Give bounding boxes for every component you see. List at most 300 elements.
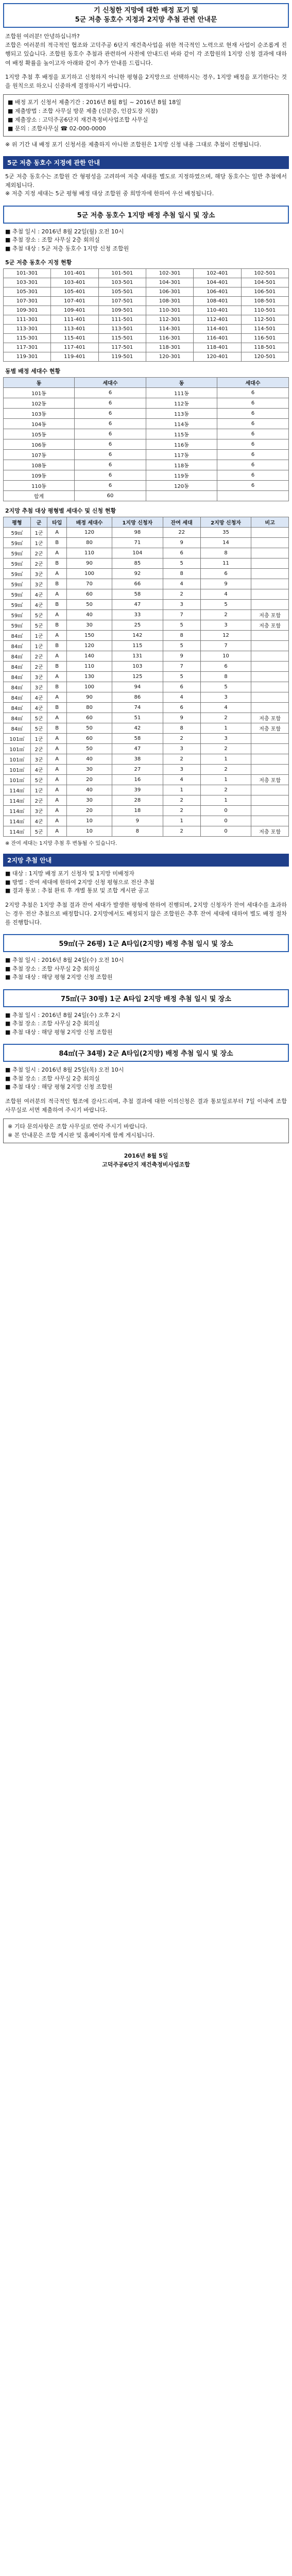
table-row xyxy=(4,569,289,579)
table-cell: 101㎡ xyxy=(4,744,31,754)
unit-cell: 115-301 xyxy=(4,334,51,343)
column-header: 잔여 세대 xyxy=(163,517,200,528)
table-cell: 4 xyxy=(163,692,200,703)
table-cell: A xyxy=(47,744,67,754)
table-cell: 4군 xyxy=(30,703,47,713)
table-cell: B xyxy=(47,662,67,672)
table-cell: 3군 xyxy=(30,682,47,692)
unit-cell: 111-501 xyxy=(98,315,146,325)
table-cell xyxy=(251,816,289,826)
table-cell: 3군 xyxy=(30,672,47,682)
table-cell: 2 xyxy=(163,806,200,816)
unit-cell: 101-401 xyxy=(51,269,98,278)
table-cell: 3 xyxy=(163,744,200,754)
table-cell: 104동 xyxy=(4,419,75,429)
table-cell: 9 xyxy=(200,579,251,589)
table-cell: 5 xyxy=(163,641,200,651)
table-cell: A xyxy=(47,692,67,703)
table-cell: 6 xyxy=(75,460,146,470)
section-second-choice: 2지망 추첨 안내 xyxy=(3,854,289,867)
low-floor-draw-banner: 5군 저층 동호수 1지망 배정 추첨 일시 및 장소 xyxy=(3,206,289,224)
column-header: 세대수 xyxy=(217,378,289,388)
table-cell: 5군 xyxy=(30,723,47,734)
table-row xyxy=(4,548,289,558)
table-cell: 0 xyxy=(200,826,251,837)
table-cell: 6 xyxy=(75,409,146,419)
intro-paragraph-1: 조합은 여러분의 적극적인 협조와 고덕주공 6단지 재건축사업을 위한 적극적인 노력으로 현재 사업이 순조롭게 진행되고 있습니다. 조합원 동호수 추첨과 관련하여 사전에 안내드린 바와 같이 각 조합원의 1지망 신청 결과에 대하여 배정 확률을 높이고자 아래와 같이 추가 안내를 드립니다. xyxy=(5,42,287,66)
table-cell: 3 xyxy=(200,692,251,703)
draw-75-item: ■ 추첨 장소 : 조합 사무실 2층 회의실 xyxy=(5,1020,100,1027)
table-row xyxy=(4,672,289,682)
table-cell xyxy=(251,548,289,558)
table-cell: A xyxy=(47,651,67,662)
table-cell xyxy=(251,600,289,610)
table-row xyxy=(4,816,289,826)
table-cell: 11 xyxy=(200,558,251,569)
table-cell: 39 xyxy=(112,785,163,795)
table-row xyxy=(4,450,289,460)
table-cell: 14 xyxy=(200,538,251,548)
draw-59-item: ■ 추첨 일시 : 2016년 8월 24일(수) 오전 10시 xyxy=(5,957,124,964)
table-row xyxy=(4,744,289,754)
draw-59-item: ■ 추첨 대상 : 해당 평형 2지망 신청 조합원 xyxy=(5,974,113,981)
table-cell: 103 xyxy=(112,662,163,672)
table-cell: 42 xyxy=(112,723,163,734)
table-cell: 저층 포함 xyxy=(251,713,289,723)
table-cell: 3 xyxy=(163,765,200,775)
unit-cell: 115-401 xyxy=(51,334,98,343)
table-cell: 3군 xyxy=(30,579,47,589)
table-cell: 5 xyxy=(163,558,200,569)
table-cell: 4군 xyxy=(30,765,47,775)
table-cell: B xyxy=(47,703,67,713)
table-cell: B xyxy=(47,682,67,692)
unit-cell: 107-301 xyxy=(4,297,51,306)
table-cell: 50 xyxy=(67,600,112,610)
low-units-title: 5군 저층 동호수 지정 현황 xyxy=(5,259,72,266)
submission-contact: ■ 문의 : 조합사무실 ☎ 02-000-0000 xyxy=(8,125,106,132)
table-cell: 30 xyxy=(67,765,112,775)
table-cell: 2 xyxy=(200,713,251,723)
table-row xyxy=(4,398,289,409)
table-cell: 7 xyxy=(163,610,200,620)
table-cell: 저층 포함 xyxy=(251,826,289,837)
table-cell: 4 xyxy=(200,589,251,600)
table-cell: 4 xyxy=(163,579,200,589)
table-cell: 114동 xyxy=(146,419,217,429)
unit-cell: 107-501 xyxy=(98,297,146,306)
table-cell: 100 xyxy=(67,682,112,692)
table-cell: 5 xyxy=(200,682,251,692)
unit-cell: 101-501 xyxy=(98,269,146,278)
table-cell: 7 xyxy=(200,641,251,651)
table-cell: 59㎡ xyxy=(4,600,31,610)
submission-place: ■ 제출장소 : 고덕주공6단지 재건축정비사업조합 사무실 xyxy=(8,116,148,123)
table-cell: 6 xyxy=(163,548,200,558)
table-cell: 84㎡ xyxy=(4,703,31,713)
table-cell: B xyxy=(47,538,67,548)
title-line-2: 5군 저층 동호수 지정과 2지망 추첨 관련 안내문 xyxy=(75,16,217,24)
second-choice-paragraph: 2지망 추첨은 1지망 추첨 결과 잔여 세대가 발생한 평형에 한하여 진행되며, 2지망 신청자가 잔여 세대수를 초과하는 경우 전산 추첨으로 배정합니다. 2지망에서도 배정되지 않은 조합원은 추후 잔여 세대에 대하여 별도 배정 절차를 진행합니다. xyxy=(5,901,287,926)
table-cell: 80 xyxy=(67,703,112,713)
unit-cell: 103-501 xyxy=(98,278,146,287)
table-cell: 60 xyxy=(67,589,112,600)
unit-cell: 102-401 xyxy=(194,269,241,278)
column-header: 동 xyxy=(146,378,217,388)
unit-cell: 105-301 xyxy=(4,287,51,297)
table-cell: 8 xyxy=(200,672,251,682)
draw-banner-84: 84㎡(구 34평) 2군 A타입(2지망) 배정 추첨 일시 및 장소 xyxy=(3,1044,289,1062)
table-cell: 84㎡ xyxy=(4,641,31,651)
draw-banner-59: 59㎡(구 26평) 1군 A타입(2지망) 배정 추첨 일시 및 장소 xyxy=(3,934,289,952)
table-cell: 101㎡ xyxy=(4,765,31,775)
table-cell: 85 xyxy=(112,558,163,569)
table-cell: 101㎡ xyxy=(4,754,31,765)
table-cell: 8 xyxy=(163,631,200,641)
table-cell: 저층 포함 xyxy=(251,723,289,734)
unit-cell: 117-301 xyxy=(4,343,51,352)
table-cell: 66 xyxy=(112,579,163,589)
table-cell: 6 xyxy=(217,388,289,398)
table-cell xyxy=(251,765,289,775)
draw-75-item: ■ 추첨 일시 : 2016년 8월 24일(수) 오후 2시 xyxy=(5,1011,121,1019)
table-cell: 105동 xyxy=(4,429,75,439)
table-cell: 40 xyxy=(67,785,112,795)
table-cell xyxy=(251,734,289,744)
table-cell: 84㎡ xyxy=(4,682,31,692)
table-cell: 111동 xyxy=(146,388,217,398)
unit-cell: 111-301 xyxy=(4,315,51,325)
submission-info-box xyxy=(3,94,289,137)
submission-period: ■ 배정 포기 신청서 제출기간 : 2016년 8월 8일 ~ 2016년 8월 18일 xyxy=(8,98,181,106)
table-cell xyxy=(251,558,289,569)
unit-cell: 114-401 xyxy=(194,325,241,334)
table-row xyxy=(4,558,289,569)
table-row xyxy=(4,343,289,352)
table-cell: 58 xyxy=(112,734,163,744)
table-cell: 1군 xyxy=(30,785,47,795)
table-cell: 71 xyxy=(112,538,163,548)
table-row xyxy=(4,388,289,398)
table-cell: 100 xyxy=(67,569,112,579)
table-cell xyxy=(251,528,289,538)
table-cell: 101동 xyxy=(4,388,75,398)
unit-cell: 117-401 xyxy=(51,343,98,352)
table-cell xyxy=(251,631,289,641)
table-cell xyxy=(251,744,289,754)
unit-cell: 120-401 xyxy=(194,352,241,362)
table-cell: 6 xyxy=(75,439,146,450)
table-row xyxy=(4,470,289,481)
table-cell: 6 xyxy=(217,460,289,470)
table-cell: 118동 xyxy=(146,460,217,470)
table-cell: 22 xyxy=(163,528,200,538)
unit-cell: 114-301 xyxy=(146,325,193,334)
table-cell xyxy=(251,795,289,806)
table-cell: 58 xyxy=(112,589,163,600)
table-cell: 6 xyxy=(163,682,200,692)
table-cell: B xyxy=(47,723,67,734)
notice-page xyxy=(3,0,289,1173)
main-table-title: 2지망 추첨 대상 평형별 세대수 및 신청 현황 xyxy=(5,507,116,515)
greeting: 조합원 여러분! 안녕하십니까? xyxy=(5,33,80,40)
unit-cell: 102-301 xyxy=(146,269,193,278)
table-cell: 116동 xyxy=(146,439,217,450)
table-cell xyxy=(251,806,289,816)
table-cell: A xyxy=(47,826,67,837)
table-cell: 60 xyxy=(67,713,112,723)
final-info-box xyxy=(3,1118,289,1143)
table-cell: 7 xyxy=(163,662,200,672)
table-cell: 2 xyxy=(200,765,251,775)
table-cell: A xyxy=(47,785,67,795)
table-cell: 84㎡ xyxy=(4,672,31,682)
table-cell: A xyxy=(47,589,67,600)
table-cell: 110동 xyxy=(4,481,75,491)
notice-title xyxy=(3,3,289,28)
table-cell: 119동 xyxy=(146,470,217,481)
table-cell: 84㎡ xyxy=(4,713,31,723)
table-cell: 2군 xyxy=(30,548,47,558)
table-cell: 저층 포함 xyxy=(251,620,289,631)
footer xyxy=(3,1151,289,1170)
table-cell: A xyxy=(47,548,67,558)
table-cell xyxy=(251,589,289,600)
table-cell: 3 xyxy=(200,734,251,744)
table-row xyxy=(4,419,289,429)
table-cell: 20 xyxy=(67,775,112,785)
table-cell: 94 xyxy=(112,682,163,692)
unit-cell: 110-501 xyxy=(241,306,288,315)
column-header: 비고 xyxy=(251,517,289,528)
table-cell xyxy=(251,538,289,548)
table-cell: 115 xyxy=(112,641,163,651)
table-cell: 59㎡ xyxy=(4,610,31,620)
table-cell: 27 xyxy=(112,765,163,775)
table-cell: 저층 포함 xyxy=(251,610,289,620)
column-header: 평형 xyxy=(4,517,31,528)
footer-org: 고덕주공6단지 재건축정비사업조합 xyxy=(102,1161,190,1168)
table-cell xyxy=(251,569,289,579)
low-floor-paragraph-1: 5군 저층 동호수는 조합원 간 형평성을 고려하여 저층 세대를 별도로 지정하였으며, 해당 동호수는 일반 추첨에서 제외됩니다. xyxy=(5,173,287,189)
table-cell xyxy=(251,579,289,589)
table-cell: 6 xyxy=(217,398,289,409)
unit-cell: 120-501 xyxy=(241,352,288,362)
table-row xyxy=(4,579,289,589)
unit-cell: 113-401 xyxy=(51,325,98,334)
table-cell: 6 xyxy=(217,450,289,460)
table-cell: 6 xyxy=(75,429,146,439)
table-cell: 60 xyxy=(67,734,112,744)
second-choice-item: ■ 방법 : 잔여 세대에 한하여 2지망 신청 평형으로 전산 추첨 xyxy=(5,878,154,886)
table-cell: 3군 xyxy=(30,806,47,816)
table-cell: 80 xyxy=(67,538,112,548)
table-row xyxy=(4,754,289,765)
table-cell: 108동 xyxy=(4,460,75,470)
second-choice-item: ■ 결과 통보 : 추첨 완료 후 개별 통보 및 조합 게시판 공고 xyxy=(5,887,149,894)
unit-cell: 104-501 xyxy=(241,278,288,287)
table-cell: A xyxy=(47,610,67,620)
table-cell: 114㎡ xyxy=(4,816,31,826)
table-cell: 59㎡ xyxy=(4,558,31,569)
unit-cell: 105-401 xyxy=(51,287,98,297)
table-cell xyxy=(251,662,289,672)
column-header: 2지망 신청자 xyxy=(200,517,251,528)
unit-cell: 104-401 xyxy=(194,278,241,287)
table-cell: 3 xyxy=(200,620,251,631)
table-cell: 84㎡ xyxy=(4,723,31,734)
table-cell: 10 xyxy=(67,816,112,826)
table-cell: 4군 xyxy=(30,816,47,826)
unit-cell: 112-301 xyxy=(146,315,193,325)
table-row xyxy=(4,306,289,315)
table-cell: 20 xyxy=(67,806,112,816)
table-cell: 6 xyxy=(217,481,289,491)
unit-cell: 113-501 xyxy=(98,325,146,334)
table-cell: 86 xyxy=(112,692,163,703)
table-cell: B xyxy=(47,579,67,589)
draw-84-item: ■ 추첨 일시 : 2016년 8월 25일(목) 오전 10시 xyxy=(5,1066,124,1074)
table-cell: 51 xyxy=(112,713,163,723)
table-cell: 5군 xyxy=(30,826,47,837)
table-cell: 104 xyxy=(112,548,163,558)
table-row xyxy=(4,269,289,278)
table-cell: 6 xyxy=(217,419,289,429)
table-cell: 150 xyxy=(67,631,112,641)
table-row xyxy=(4,826,289,837)
table-cell: 2군 xyxy=(30,795,47,806)
table-cell: 1군 xyxy=(30,528,47,538)
table-cell: 112동 xyxy=(146,398,217,409)
table-row xyxy=(4,600,289,610)
table-cell: 120동 xyxy=(146,481,217,491)
table-cell: B xyxy=(47,558,67,569)
table-cell: 109동 xyxy=(4,470,75,481)
second-choice-item: ■ 대상 : 1지망 배정 포기 신청자 및 1지망 미배정자 xyxy=(5,870,134,877)
table-cell: 1군 xyxy=(30,538,47,548)
table-cell xyxy=(251,692,289,703)
table-row xyxy=(4,775,289,785)
table-cell: 59㎡ xyxy=(4,620,31,631)
submission-method: ■ 제출방법 : 조합 사무실 방문 제출 (신분증, 인감도장 지참) xyxy=(8,107,158,114)
table-cell: 84㎡ xyxy=(4,692,31,703)
table-cell: 4 xyxy=(163,775,200,785)
table-row xyxy=(4,460,289,470)
unit-cell: 117-501 xyxy=(98,343,146,352)
table-cell: 102동 xyxy=(4,398,75,409)
unit-cell: 103-301 xyxy=(4,278,51,287)
table-cell: 2 xyxy=(163,826,200,837)
low-floor-draw-item: ■ 추첨 장소 : 조합 사무실 2층 회의실 xyxy=(5,236,100,244)
table-cell: 25 xyxy=(112,620,163,631)
table-cell: 40 xyxy=(67,610,112,620)
table-cell: 4 xyxy=(200,703,251,713)
table-cell: 5 xyxy=(200,600,251,610)
table-cell: 10 xyxy=(67,826,112,837)
table-cell: A xyxy=(47,754,67,765)
table-cell: 1 xyxy=(200,795,251,806)
draw-84-item: ■ 추첨 장소 : 조합 사무실 2층 회의실 xyxy=(5,1075,100,1082)
table-cell: 1 xyxy=(200,754,251,765)
table-cell: 92 xyxy=(112,569,163,579)
table-cell: 30 xyxy=(67,620,112,631)
table-cell: 6 xyxy=(75,470,146,481)
notice-1: ※ 위 기간 내 배정 포기 신청서를 제출하지 아니한 조합원은 1지망 신청 내용 그대로 추첨이 진행됩니다. xyxy=(5,141,262,148)
unit-cell: 116-301 xyxy=(146,334,193,343)
table-cell: 2군 xyxy=(30,662,47,672)
table-cell: A xyxy=(47,734,67,744)
unit-cell: 114-501 xyxy=(241,325,288,334)
table-cell: 125 xyxy=(112,672,163,682)
table-row xyxy=(4,352,289,362)
table-cell: 10 xyxy=(200,651,251,662)
unit-cell: 115-501 xyxy=(98,334,146,343)
unit-cell: 105-501 xyxy=(98,287,146,297)
table-row xyxy=(4,278,289,287)
column-header: 1지망 신청자 xyxy=(112,517,163,528)
table-cell: 2 xyxy=(163,734,200,744)
table-cell: 2 xyxy=(163,589,200,600)
table-row xyxy=(4,409,289,419)
table-cell: 2군 xyxy=(30,558,47,569)
table-cell: 114㎡ xyxy=(4,806,31,816)
section-low-floor: 5군 저층 동호수 지정에 관한 안내 xyxy=(3,156,289,169)
table-cell xyxy=(251,641,289,651)
table-cell: 8 xyxy=(163,569,200,579)
unit-cell: 109-401 xyxy=(51,306,98,315)
table-cell: A xyxy=(47,765,67,775)
table-cell xyxy=(251,651,289,662)
table-cell: 59㎡ xyxy=(4,548,31,558)
column-header: 세대수 xyxy=(75,378,146,388)
table-row xyxy=(4,491,289,501)
table-cell: 6 xyxy=(75,481,146,491)
table-row xyxy=(4,795,289,806)
table-cell: 47 xyxy=(112,744,163,754)
table-cell: 6 xyxy=(75,450,146,460)
table-cell: 5군 xyxy=(30,713,47,723)
table-cell: 120 xyxy=(67,528,112,538)
table-cell: 8 xyxy=(112,826,163,837)
table-row xyxy=(4,723,289,734)
table-row xyxy=(4,528,289,538)
table-cell xyxy=(251,672,289,682)
table-cell: 4군 xyxy=(30,589,47,600)
table-row xyxy=(4,682,289,692)
table-cell: 120 xyxy=(67,641,112,651)
final-note-2: ※ 본 안내문은 조합 게시판 및 홈페이지에 함께 게시됩니다. xyxy=(8,1131,155,1139)
table-cell: A xyxy=(47,631,67,641)
table-row xyxy=(4,610,289,620)
table-cell: 2 xyxy=(163,795,200,806)
table-cell: 9 xyxy=(163,713,200,723)
table-cell: 1군 xyxy=(30,631,47,641)
table-cell: 1 xyxy=(200,775,251,785)
column-header: 타입 xyxy=(47,517,67,528)
table-cell: 59㎡ xyxy=(4,589,31,600)
table-cell: 59㎡ xyxy=(4,528,31,538)
table-cell: 90 xyxy=(67,558,112,569)
low-floor-draw-item: ■ 추첨 일시 : 2016년 8월 22일(월) 오전 10시 xyxy=(5,228,124,235)
table-cell: 84㎡ xyxy=(4,631,31,641)
unit-cell: 108-501 xyxy=(241,297,288,306)
draw-75-item: ■ 추첨 대상 : 해당 평형 2지망 신청 조합원 xyxy=(5,1028,113,1036)
title-line-1: 기 신청한 지망에 대한 배정 포기 및 xyxy=(94,7,198,14)
table-cell: 3군 xyxy=(30,754,47,765)
table-cell: 5군 xyxy=(30,610,47,620)
table-cell: 1군 xyxy=(30,641,47,651)
table-note: ※ 잔여 세대는 1지망 추첨 후 변동될 수 있습니다. xyxy=(5,841,117,847)
